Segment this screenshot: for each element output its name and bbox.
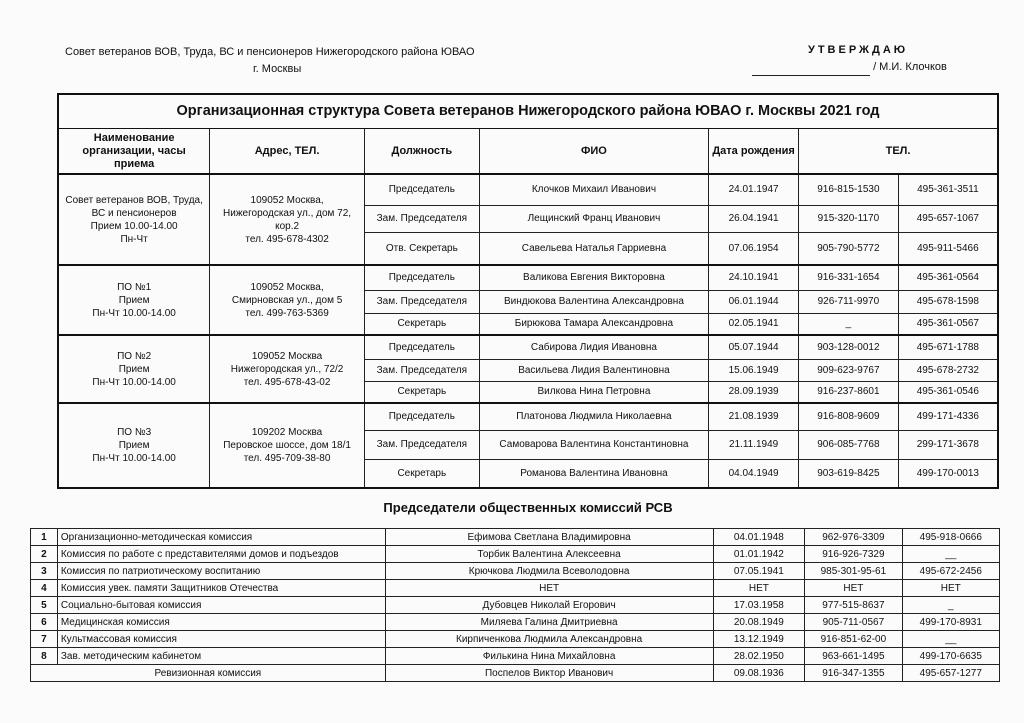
address-line: тел. 495-678-43-02 <box>243 376 331 388</box>
phone-cell: 916-926-7329 <box>805 546 902 563</box>
name-cell: Валикова Евгения Викторовна <box>479 265 708 290</box>
phone-cell: 916-347-1355 <box>805 665 902 682</box>
name-cell: Виндюкова Валентина Александровна <box>479 290 708 313</box>
name-cell: Бирюкова Тамара Александровна <box>479 313 708 335</box>
phone-cell: 495-671-1788 <box>898 335 998 359</box>
birthdate-cell: 13.12.1949 <box>713 631 805 648</box>
signature-row <box>752 59 947 76</box>
approval-block <box>752 42 947 76</box>
col-header-addr: Адрес, ТЕЛ. <box>210 129 365 175</box>
birthdate-cell: 21.11.1949 <box>709 430 799 459</box>
address-line: тел. 499-763-5369 <box>245 307 329 319</box>
col-header-role: Должность <box>364 129 479 175</box>
birthdate-cell: 17.03.1958 <box>713 597 805 614</box>
address-line: 109052 Москва, <box>250 281 324 293</box>
phone-cell: 299-171-3678 <box>898 430 998 459</box>
name-cell: Сабирова Лидия Ивановна <box>479 335 708 359</box>
position-cell: Председатель <box>364 265 479 290</box>
phone-cell: 495-657-1067 <box>898 205 998 232</box>
phone-cell: 915-320-1170 <box>799 205 899 232</box>
org-line: Пн-Чт 10.00-14.00 <box>92 376 176 388</box>
birthdate-cell: 09.08.1936 <box>713 665 805 682</box>
document-title: Организационная структура Совета ветеранов Нижегородского района ЮВАО г. Москвы 2021 год <box>58 94 998 129</box>
phone-cell: 916-815-1530 <box>799 174 899 205</box>
birthdate-cell: 28.02.1950 <box>713 648 805 665</box>
phone-cell: 499-170-8931 <box>902 614 999 631</box>
phone-cell: НЕТ <box>902 580 999 597</box>
phone-cell: 495-361-0567 <box>898 313 998 335</box>
col-header-org: Наименование организации, часы приема <box>58 129 210 175</box>
birthdate-cell: 05.07.1944 <box>709 335 799 359</box>
org-cell <box>58 265 210 335</box>
org-cell <box>58 403 210 488</box>
org-line: Совет ветеранов ВОВ, Труда, <box>65 194 203 206</box>
phone-cell: 495-911-5466 <box>898 232 998 265</box>
commission-name-cell: Комиссия увек. памяти Защитников Отечества <box>57 580 385 597</box>
staff-row <box>58 265 998 290</box>
signature-line <box>752 63 870 76</box>
org-cell <box>58 174 210 265</box>
issuer-block <box>65 44 475 78</box>
address-line: кор.2 <box>275 220 300 232</box>
birthdate-cell: НЕТ <box>713 580 805 597</box>
commission-name-cell: Культмассовая комиссия <box>57 631 385 648</box>
position-cell: Председатель <box>364 174 479 205</box>
commission-row <box>31 648 1000 665</box>
phone-cell: _ <box>902 597 999 614</box>
commissions-title: Председатели общественных комиссий РСВ <box>383 500 673 515</box>
name-cell: Лещинский Франц Иванович <box>479 205 708 232</box>
org-line: Прием <box>118 294 150 306</box>
phone-cell: 916-237-8601 <box>799 381 899 403</box>
row-number-cell: 7 <box>31 631 58 648</box>
position-cell: Отв. Секретарь <box>364 232 479 265</box>
name-cell: Филькина Нина Михайловна <box>385 648 713 665</box>
commission-row <box>31 614 1000 631</box>
position-cell: Зам. Председателя <box>364 290 479 313</box>
commission-name-cell: Организационно-методическая комиссия <box>57 529 385 546</box>
position-cell: Зам. Председателя <box>364 205 479 232</box>
phone-cell: 962-976-3309 <box>805 529 902 546</box>
row-number-cell: 3 <box>31 563 58 580</box>
name-cell: Ефимова Светлана Владимировна <box>385 529 713 546</box>
birthdate-cell: 26.04.1941 <box>709 205 799 232</box>
phone-cell: 926-711-9970 <box>799 290 899 313</box>
address-cell <box>210 403 365 488</box>
address-line: Нижегородская ул., 72/2 <box>230 363 344 375</box>
org-line: Прием <box>118 363 150 375</box>
org-line: Прием 10.00-14.00 <box>90 220 178 232</box>
phone-cell: 916-331-1654 <box>799 265 899 290</box>
name-cell: Клочков Михаил Иванович <box>479 174 708 205</box>
position-cell: Зам. Председателя <box>364 359 479 381</box>
name-cell: Платонова Людмила Николаевна <box>479 403 708 430</box>
revision-row <box>31 665 1000 682</box>
phone-cell: 499-171-4336 <box>898 403 998 430</box>
structure-table <box>57 93 999 489</box>
row-number-cell: 5 <box>31 597 58 614</box>
col-header-dob: Дата рождения <box>709 129 799 175</box>
position-cell: Зам. Председателя <box>364 430 479 459</box>
phone-cell: 495-657-1277 <box>902 665 999 682</box>
phone-cell: 495-361-0564 <box>898 265 998 290</box>
commission-row <box>31 580 1000 597</box>
phone-cell: 495-918-0666 <box>902 529 999 546</box>
name-cell: Самоварова Валентина Константиновна <box>479 430 708 459</box>
address-line: Нижегородская ул., дом 72, <box>223 207 352 219</box>
phone-cell: 985-301-95-61 <box>805 563 902 580</box>
phone-cell: __ <box>902 546 999 563</box>
position-cell: Секретарь <box>364 313 479 335</box>
birthdate-cell: 15.06.1949 <box>709 359 799 381</box>
org-line: ВС и пенсионеров <box>91 207 177 219</box>
row-number-cell: 4 <box>31 580 58 597</box>
address-line: 109052 Москва, <box>250 194 324 206</box>
phone-cell: 963-661-1495 <box>805 648 902 665</box>
birthdate-cell: 24.10.1941 <box>709 265 799 290</box>
org-line: ПО №1 <box>117 281 152 293</box>
address-line: тел. 495-678-4302 <box>245 233 329 245</box>
phone-cell: 495-672-2456 <box>902 563 999 580</box>
commissions-table <box>30 528 1000 682</box>
commission-name-cell: Комиссия по работе с представителями домов и подъездов <box>57 546 385 563</box>
address-line: тел. 495-709-38-80 <box>243 453 331 464</box>
name-cell: НЕТ <box>385 580 713 597</box>
birthdate-cell: 04.01.1948 <box>713 529 805 546</box>
address-line: Перовское шоссе, дом 18/1 <box>223 440 351 451</box>
commission-row <box>31 546 1000 563</box>
phone-cell: 916-851-62-00 <box>805 631 902 648</box>
col-header-tel: ТЕЛ. <box>799 129 998 175</box>
staff-row <box>58 335 998 359</box>
phone-cell: 495-361-0546 <box>898 381 998 403</box>
commission-name-cell: Социально-бытовая комиссия <box>57 597 385 614</box>
name-cell: Торбик Валентина Алексеевна <box>385 546 713 563</box>
name-cell: Поспелов Виктор Иванович <box>385 665 713 682</box>
org-line: ПО №3 <box>117 427 152 438</box>
phone-cell: __ <box>902 631 999 648</box>
address-cell <box>210 174 365 265</box>
name-cell: Вилкова Нина Петровна <box>479 381 708 403</box>
commission-name-cell: Ревизионная комиссия <box>31 665 386 682</box>
birthdate-cell: 06.01.1944 <box>709 290 799 313</box>
signer-name: / М.И. Клочков <box>873 61 947 73</box>
name-cell: Васильева Лидия Валентиновна <box>479 359 708 381</box>
org-cell <box>58 335 210 403</box>
phone-cell: 499-170-0013 <box>898 459 998 488</box>
birthdate-cell: 24.01.1947 <box>709 174 799 205</box>
phone-cell: 903-619-8425 <box>799 459 899 488</box>
name-cell: Крючкова Людмила Всеволодовна <box>385 563 713 580</box>
phone-cell: 903-128-0012 <box>799 335 899 359</box>
position-cell: Председатель <box>364 335 479 359</box>
position-cell: Секретарь <box>364 459 479 488</box>
birthdate-cell: 01.01.1942 <box>713 546 805 563</box>
commission-name-cell: Зав. методическим кабинетом <box>57 648 385 665</box>
phone-cell: _ <box>799 313 899 335</box>
name-cell: Дубовцев Николай Егорович <box>385 597 713 614</box>
phone-cell: 906-085-7768 <box>799 430 899 459</box>
address-cell <box>210 335 365 403</box>
address-line: 109052 Москва <box>251 350 323 362</box>
row-number-cell: 6 <box>31 614 58 631</box>
org-line: Прием <box>118 440 150 451</box>
phone-cell: 495-361-3511 <box>898 174 998 205</box>
phone-cell: 499-170-6635 <box>902 648 999 665</box>
org-line: Пн-Чт 10.00-14.00 <box>92 453 176 464</box>
org-line: Пн-Чт <box>120 233 148 245</box>
org-line: ПО №2 <box>117 350 152 362</box>
commission-row <box>31 563 1000 580</box>
col-header-fio: ФИО <box>479 129 708 175</box>
phone-cell: 909-623-9767 <box>799 359 899 381</box>
birthdate-cell: 02.05.1941 <box>709 313 799 335</box>
staff-row <box>58 174 998 205</box>
birthdate-cell: 21.08.1939 <box>709 403 799 430</box>
row-number-cell: 2 <box>31 546 58 563</box>
address-line: 109202 Москва <box>251 427 323 438</box>
address-line: Смирновская ул., дом 5 <box>231 294 343 306</box>
phone-cell: НЕТ <box>805 580 902 597</box>
phone-cell: 495-678-1598 <box>898 290 998 313</box>
row-number-cell: 1 <box>31 529 58 546</box>
birthdate-cell: 28.09.1939 <box>709 381 799 403</box>
commission-row <box>31 529 1000 546</box>
column-header-row <box>58 129 998 175</box>
approve-label: УТВЕРЖДАЮ <box>808 44 909 56</box>
name-cell: Романова Валентина Ивановна <box>479 459 708 488</box>
name-cell: Кирпиченкова Людмила Александровна <box>385 631 713 648</box>
phone-cell: 905-790-5772 <box>799 232 899 265</box>
phone-cell: 905-711-0567 <box>805 614 902 631</box>
commission-name-cell: Комиссия по патриотическому воспитанию <box>57 563 385 580</box>
issuer-line-1: Совет ветеранов ВОВ, Труда, ВС и пенсионеров Нижегородского района ЮВАО <box>65 46 475 58</box>
position-cell: Секретарь <box>364 381 479 403</box>
address-cell <box>210 265 365 335</box>
birthdate-cell: 07.05.1941 <box>713 563 805 580</box>
position-cell: Председатель <box>364 403 479 430</box>
phone-cell: 495-678-2732 <box>898 359 998 381</box>
phone-cell: 977-515-8637 <box>805 597 902 614</box>
staff-row <box>58 403 998 430</box>
commission-name-cell: Медицинская комиссия <box>57 614 385 631</box>
birthdate-cell: 04.04.1949 <box>709 459 799 488</box>
commission-row <box>31 631 1000 648</box>
birthdate-cell: 20.08.1949 <box>713 614 805 631</box>
row-number-cell: 8 <box>31 648 58 665</box>
name-cell: Миляева Галина Дмитриевна <box>385 614 713 631</box>
name-cell: Савельева Наталья Гарриевна <box>479 232 708 265</box>
commission-row <box>31 597 1000 614</box>
issuer-line-2: г. Москвы <box>253 63 302 75</box>
org-line: Пн-Чт 10.00-14.00 <box>92 307 176 319</box>
phone-cell: 916-808-9609 <box>799 403 899 430</box>
birthdate-cell: 07.06.1954 <box>709 232 799 265</box>
